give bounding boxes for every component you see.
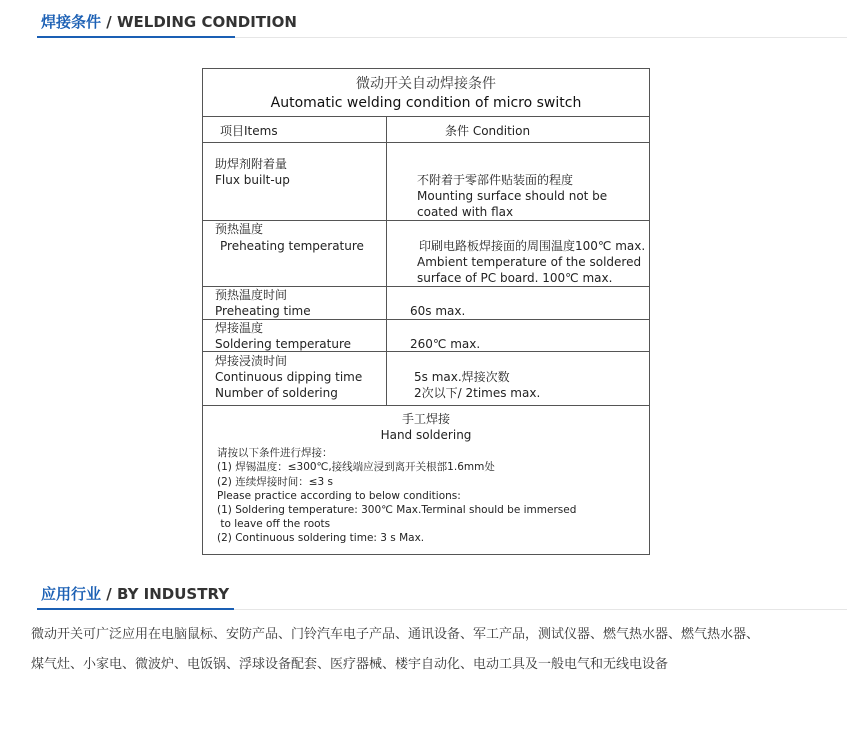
section-title-cn: 焊接条件 [41,13,102,31]
hand-soldering-line: (1) Soldering temperature: 300℃ Max.Terminal should be immersed [217,504,577,516]
hand-soldering-line: (1) 焊锡温度：≤300℃,接线端应浸到离开关根部1.6mm处 [217,461,495,473]
welding-condition-heading [0,0,847,38]
row-dipping-item-en: Number of soldering [215,386,338,400]
heading-accent-bar [37,608,234,610]
hand-soldering-title-en: Hand soldering [380,428,472,442]
section-title-separator: / [106,13,112,31]
row-dipping-item-en: Continuous dipping time [215,370,363,384]
row-preheat-item-cn: 预热温度 [215,222,264,236]
hand-soldering-line: (2) 连续焊接时间：≤3 s [217,476,333,488]
industry-description: 微动开关可广泛应用在电脑鼠标、安防产品、门铃汽车电子产品、通讯设备、军工产品，测试仪器、燃气热水器、燃气热水器、煤气灶、小家电、微波炉、电饭锅、浮球设备配套、医疗器械、楼宇自动化、电动工具及一般电气和无线电设备 [31,627,760,672]
row-flux-item-en: Flux built-up [215,173,290,187]
hand-soldering-line: (2) Continuous soldering time: 3 s Max. [217,532,425,544]
hand-soldering-title-cn: 手工焊接 [401,412,450,426]
section-title-separator: / [106,585,112,603]
row-preheat-cond: Ambient temperature of the soldered [417,255,642,269]
header-condition: 条件 Condition [445,124,531,138]
section-title-cn: 应用行业 [41,585,102,603]
table-divider [203,220,649,221]
row-preheat-cond: 印刷电路板焊接面的周围温度100℃ max. [419,239,646,253]
row-dipping-cond: 5s max.焊接次数 [414,370,510,384]
heading-accent-bar [37,36,235,38]
row-preheat-item-en: Preheating temperature [220,239,364,253]
row-flux-cond: Mounting surface should not be [417,189,608,203]
row-preheat-time-item-en: Preheating time [215,304,311,318]
row-preheat-time-cond: 60s max. [410,304,466,318]
by-industry-heading [0,572,847,610]
table-divider [203,405,649,406]
table-column-divider [386,116,387,405]
row-preheat-cond: surface of PC board. 100℃ max. [417,271,613,285]
row-dipping-item-cn: 焊接浸渍时间 [215,354,288,368]
table-caption-en: Automatic welding condition of micro switch [270,95,582,111]
section-title-en: WELDING CONDITION [116,13,297,31]
hand-soldering-line: Please practice according to below conditions: [217,490,461,502]
row-flux-cond: coated with flax [417,205,514,219]
hand-soldering-line: 请按以下条件进行焊接： [217,447,333,459]
row-dipping-cond: 2次以下/ 2times max. [414,386,541,400]
row-preheat-time-item-cn: 预热温度时间 [215,288,288,302]
table-caption-cn: 微动开关自动焊接条件 [356,76,496,92]
row-flux-cond: 不附着于零部件贴装面的程度 [417,173,574,187]
table-divider [203,142,649,143]
row-soldering-temp-cond: 260℃ max. [410,337,481,351]
welding-condition-table [202,68,650,555]
section-title-en: BY INDUSTRY [116,585,230,603]
table-divider [203,319,649,320]
section-title [41,11,297,32]
row-soldering-temp-item-en: Soldering temperature [215,337,352,351]
section-title [41,583,229,604]
row-flux-item-cn: 助焊剂附着量 [215,157,288,171]
hand-soldering-line: to leave off the roots [217,518,331,530]
header-items: 项目Items [220,124,278,138]
table-divider [203,116,649,117]
row-soldering-temp-item-cn: 焊接温度 [215,321,264,335]
